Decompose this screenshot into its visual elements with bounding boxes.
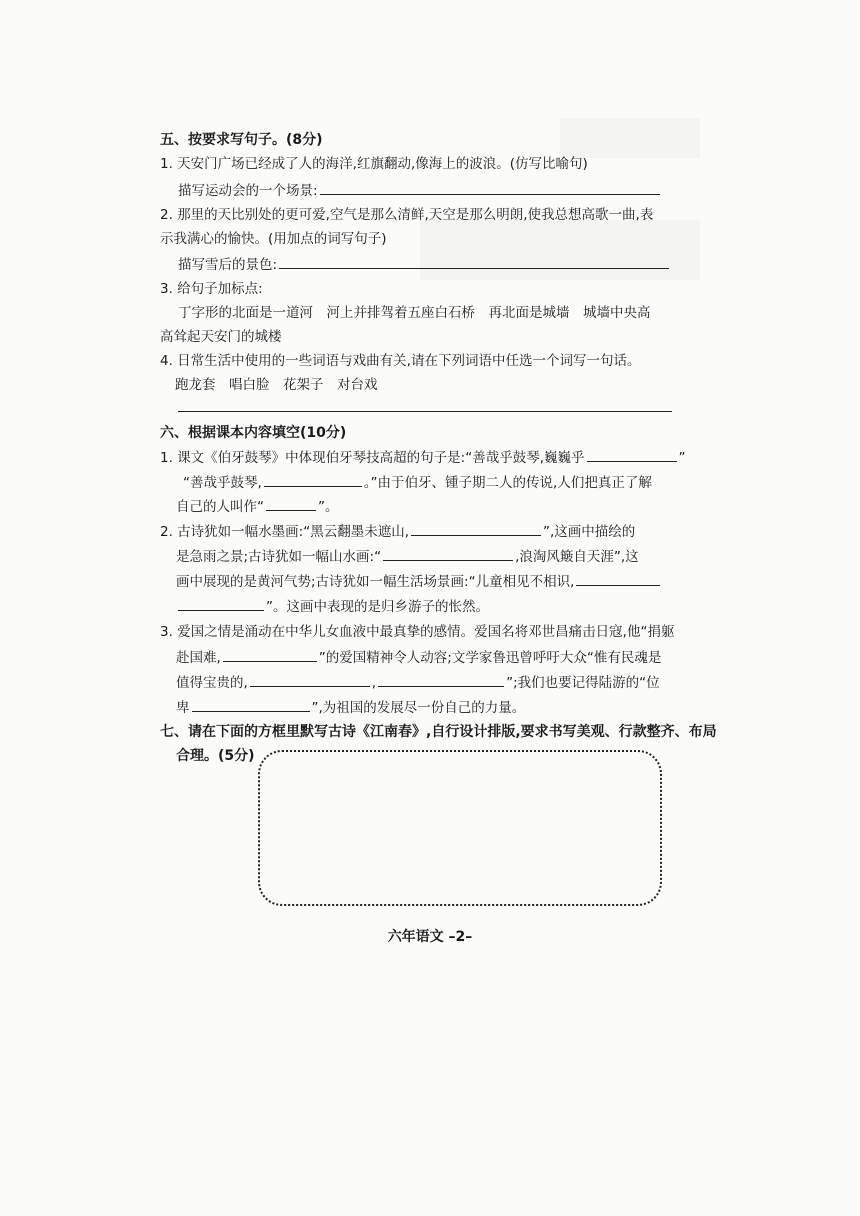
s5-q3: 3. 给句子加标点: (160, 281, 263, 297)
section-6-title: 六、根据课本内容填空(10分) (160, 425, 347, 441)
s5-q2-text-a: 2. 那里的天比别处的更可爱,空气是那么清鲜,天空是那么明朗,使我总想高歌一曲,表 (160, 207, 654, 223)
s6-q1-text-a: 1. 课文《伯牙鼓琴》中体现伯牙琴技高超的句子是:“善哉乎鼓琴,巍巍乎 (160, 450, 585, 466)
s6-q1-text-c-end: ”。 (318, 499, 339, 515)
s6-q2-text-d-end: ”。这画中表现的是归乡游子的怅然。 (266, 599, 489, 615)
s5-q2-prompt: 描写雪后的景色: (178, 257, 278, 273)
answer-blank[interactable] (378, 672, 504, 687)
answer-blank[interactable] (223, 647, 317, 662)
s5-q2-line-a (160, 205, 700, 225)
s6-q2-text-a-end: ”,这画中描绘的 (543, 524, 636, 540)
answer-blank[interactable] (264, 472, 362, 487)
s5-q4-words: 跑龙套 唱白脸 花架子 对台戏 (175, 377, 378, 393)
s5-q1: 1. 天安门广场已经成了人的海洋,红旗翻动,像海上的波浪。(仿写比喻句) (160, 156, 588, 172)
s6-q2-text-b: 是急雨之景;古诗犹如一幅山水画:“ (176, 549, 382, 565)
s6-q3-text-b-end: ”的爱国精神令人动容;文学家鲁迅曾呼吁大众“惟有民魂是 (318, 650, 662, 666)
answer-blank[interactable] (192, 697, 310, 712)
s6-q2-line-d (176, 596, 716, 617)
s6-q3-text-d: 卑 (176, 700, 190, 716)
s6-q1-text-c: 自己的人叫作“ (176, 499, 264, 515)
s6-q1-line-c (176, 496, 716, 517)
s6-q3-line-d (176, 697, 716, 718)
s6-q1-text-a-end: ” (678, 450, 686, 466)
answer-blank[interactable] (411, 521, 541, 536)
answer-blank[interactable] (250, 672, 370, 687)
answer-blank[interactable] (178, 596, 264, 611)
s5-q4: 4. 日常生活中使用的一些词语与戏曲有关,请在下列词语中任选一个词写一句话。 (160, 353, 641, 369)
s6-q1-line-a (160, 447, 700, 468)
s6-q2-line-b (176, 546, 716, 567)
s5-q3-line-a: 丁字形的北面是一道河 河上并排驾着五座白石桥 再北面是城墙 城墙中央高 (178, 305, 651, 321)
answer-blank[interactable] (576, 571, 660, 586)
s6-q1-line-b (183, 472, 723, 493)
s6-q1-text-b: “善哉乎鼓琴, (183, 475, 262, 491)
s6-q3-line-a: 3. 爱国之情是涌动在中华儿女血液中最真挚的感情。爱国名将邓世昌痛击日寇,他“捐躯 (160, 624, 675, 640)
s6-q1-text-b-end: 。”由于伯牙、锺子期二人的传说,人们把真正了解 (363, 475, 652, 491)
s6-q3-line-c (176, 672, 716, 693)
s5-q2-line-b: 示我满心的愉快。(用加点的词写句子) (160, 231, 387, 247)
s6-q3-text-b: 赴国难, (176, 650, 221, 666)
poem-writing-box[interactable] (258, 750, 662, 906)
answer-blank[interactable] (279, 254, 669, 269)
s5-q1-prompt: 描写运动会的一个场景: (178, 183, 318, 199)
s6-q3-text-c-mid: , (371, 675, 377, 691)
s6-q2-line-a (160, 521, 700, 542)
answer-blank[interactable] (178, 397, 672, 412)
s6-q2-text-a: 2. 古诗犹如一幅水墨画:“黑云翻墨未遮山, (160, 524, 410, 540)
s6-q3-text-d-end: ”,为祖国的发展尽一份自己的力量。 (311, 700, 526, 716)
section-7-title-a: 七、请在下面的方框里默写古诗《江南春》,自行设计排版,要求书写美观、行款整齐、布局 (160, 724, 717, 740)
s6-q3-text-c: 值得宝贵的, (176, 675, 248, 691)
s6-q3-line-b (176, 647, 716, 668)
section-5-title: 五、按要求写句子。(8分) (160, 132, 323, 148)
s6-q2-line-c (176, 571, 716, 592)
s6-q3-text-c-end: ”;我们也要记得陆游的“位 (506, 675, 660, 691)
s6-q2-text-c: 画中展现的是黄河气势;古诗犹如一幅生活场景画:“儿童相见不相识, (176, 574, 575, 590)
answer-blank[interactable] (587, 447, 677, 462)
answer-blank[interactable] (383, 546, 513, 561)
s5-q1-answer-line (178, 180, 678, 201)
page-footer: 六年语文 –2– (387, 929, 473, 945)
s5-q3-line-b: 高耸起天安门的城楼 (160, 329, 282, 345)
s5-q2-answer-line (178, 254, 678, 275)
section-7-title-b: 合理。(5分) (176, 748, 255, 764)
s6-q2-text-b-end: ,浪淘风簸自天涯”,这 (515, 549, 639, 565)
answer-blank[interactable] (266, 496, 316, 511)
answer-blank[interactable] (320, 180, 660, 195)
